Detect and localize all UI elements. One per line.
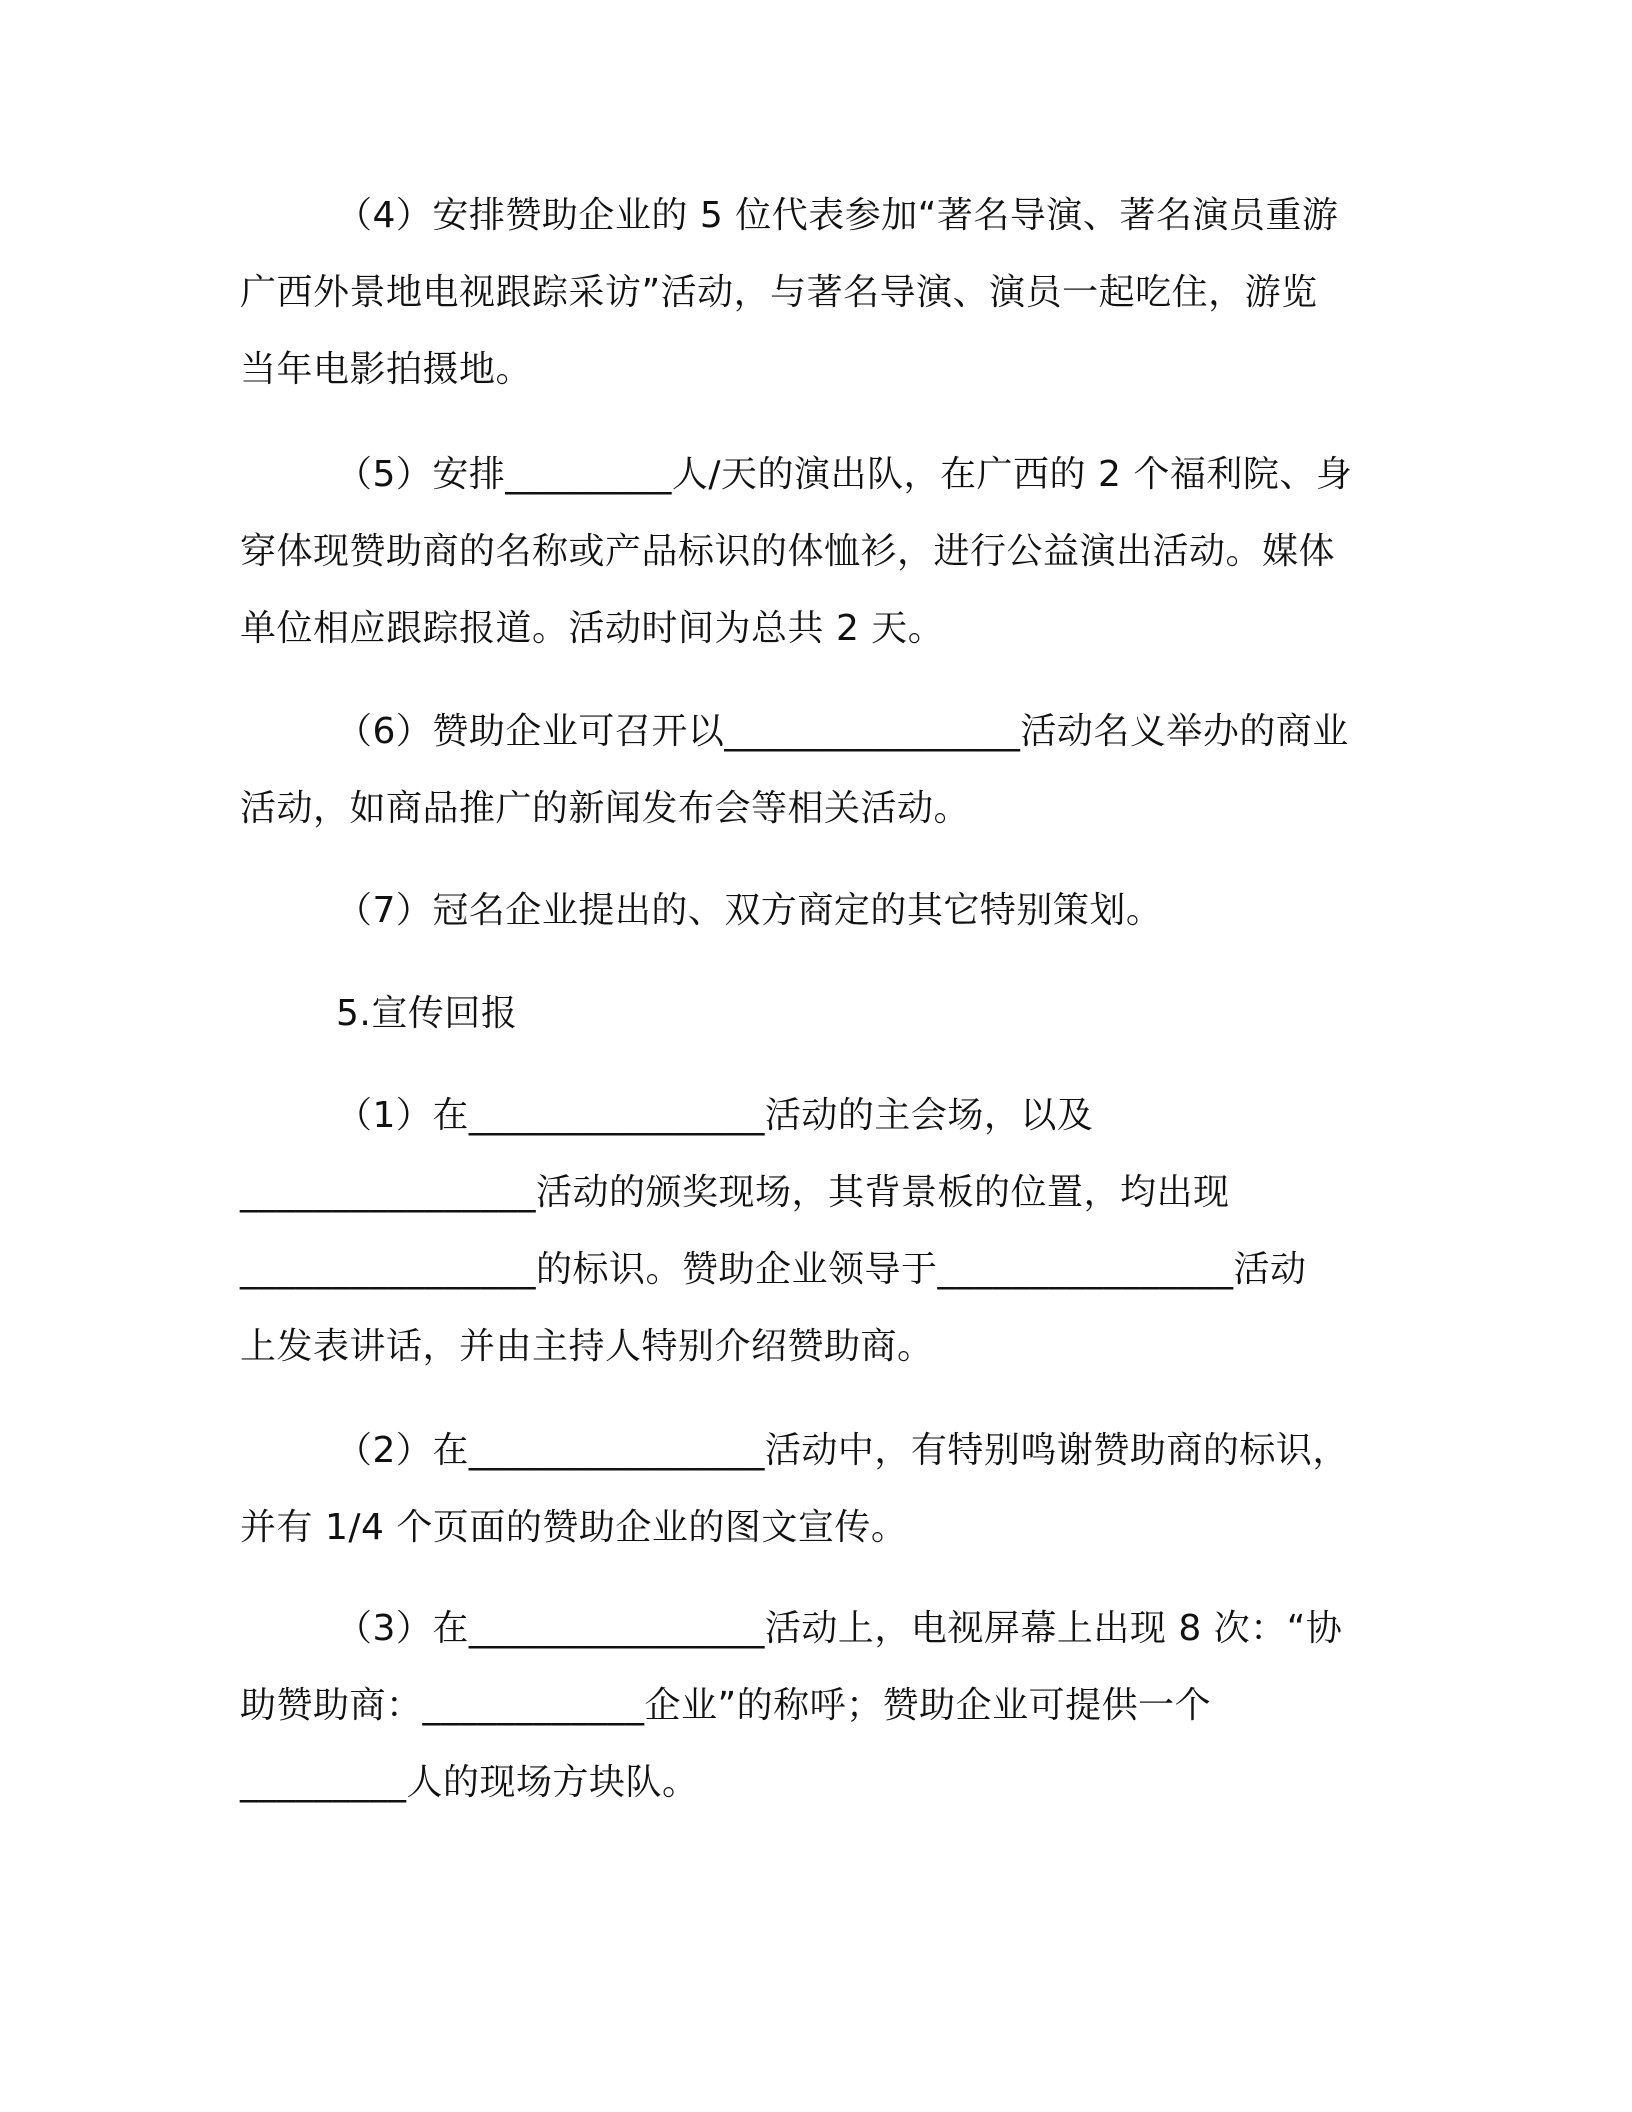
paragraph-publicity-3 [240, 1590, 1390, 1821]
text-line: _________人的现场方块队。 [240, 1762, 699, 1803]
text-line: （2）在________________活动中，有特别鸣谢赞助商的标识， [336, 1430, 1349, 1471]
text-line: 当年电影拍摄地。 [240, 349, 533, 390]
text-line: 活动，如商品推广的新闻发布会等相关活动。 [240, 788, 971, 829]
paragraph-item-6 [240, 693, 1390, 847]
text-line: 助赞助商：____________企业”的称呼；赞助企业可提供一个 [240, 1685, 1212, 1726]
paragraph-publicity-1 [240, 1077, 1390, 1385]
text-line: （3）在________________活动上，电视屏幕上出现 8 次：“协 [336, 1608, 1343, 1649]
text-line: （4）安排赞助企业的 5 位代表参加“著名导演、著名演员重游 [336, 195, 1339, 236]
text-line: （1）在________________活动的主会场，以及 [336, 1095, 1094, 1136]
paragraph-item-5 [240, 436, 1390, 667]
paragraph-item-4 [240, 177, 1390, 408]
section-heading: 5.宣传回报 [336, 993, 518, 1034]
text-line: 穿体现赞助商的名称或产品标识的体恤衫，进行公益演出活动。媒体 [240, 531, 1336, 572]
text-line: 上发表讲话，并由主持人特别介绍赞助商。 [240, 1326, 934, 1367]
paragraph-item-7 [240, 872, 1390, 949]
text-line: 单位相应跟踪报道。活动时间为总共 2 天。 [240, 608, 945, 649]
text-line: （6）赞助企业可召开以________________活动名义举办的商业 [336, 711, 1349, 752]
text-line: 广西外景地电视跟踪采访”活动，与著名导演、演员一起吃住，游览 [240, 272, 1318, 313]
paragraph-publicity-2 [240, 1412, 1390, 1566]
text-line: ________________活动的颁奖现场，其背景板的位置，均出现 [240, 1172, 1230, 1213]
text-line: ________________的标识。赞助企业领导于________________活动 [240, 1249, 1307, 1290]
text-line: （7）冠名企业提出的、双方商定的其它特别策划。 [336, 890, 1163, 931]
text-line: 并有 1/4 个页面的赞助企业的图文宣传。 [240, 1507, 908, 1548]
text-line: （5）安排_________人/天的演出队，在广西的 2 个福利院、身 [336, 454, 1353, 495]
